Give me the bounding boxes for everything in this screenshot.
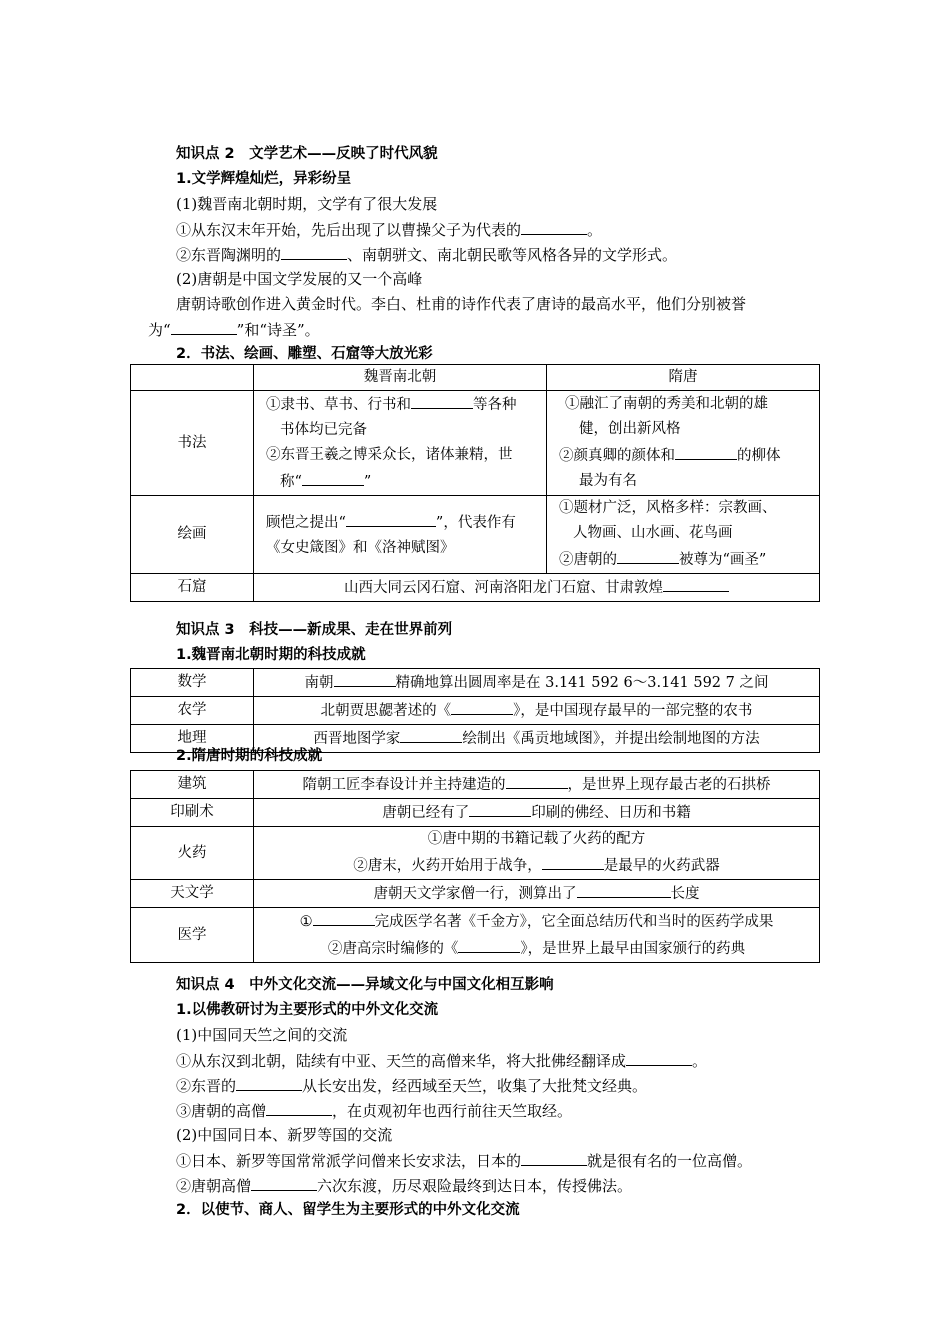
text: ，是世界上现存最古老的石拱桥 [567, 777, 771, 793]
text: 唐朝天文学家僧一行，测算出了 [373, 886, 577, 902]
header-wei-jin: 魏晋南北朝 [254, 365, 547, 391]
text: 、南朝骈文、南北朝民歌等风格各异的文学形式。 [347, 246, 678, 264]
table-row [131, 799, 820, 827]
cell-line: 最为有名 [579, 473, 637, 489]
text: ②唐朝的 [559, 552, 617, 568]
kp2-title: 知识点 2 文学艺术——反映了时代风貌 [176, 146, 438, 162]
fill-blank [521, 1148, 587, 1166]
kp3-subtitle-1: 1.魏晋南北朝时期的科技成就 [176, 647, 366, 663]
table-row [131, 771, 820, 799]
kp4-para-4 [130, 1098, 820, 1123]
text: 顾恺之提出“ [266, 514, 346, 531]
text: 被尊为“画圣” [679, 552, 767, 568]
table-row [131, 496, 820, 574]
cell-line: ①融汇了南朝的秀美和北朝的雄 [565, 396, 768, 412]
fill-blank [236, 1073, 302, 1091]
table-cell [254, 827, 820, 880]
text: ③唐朝的高僧 [176, 1102, 267, 1120]
fill-blank [451, 697, 513, 715]
cell-line [260, 852, 813, 879]
text: ”，代表作有 [435, 514, 516, 531]
cell-line: 书体均已完备 [280, 422, 367, 438]
cell-line [553, 546, 813, 573]
fill-blank [281, 242, 347, 260]
text: 印刷的佛经、日历和书籍 [531, 805, 691, 821]
text: 。 [587, 221, 603, 239]
text: 完成医学名著《千金方》，它全面总结历代和当时的医药学成果 [374, 914, 774, 930]
table-row [131, 391, 820, 496]
kp4-para-5: (2)中国同日本、新罗等国的交流 [176, 1126, 393, 1144]
text: 山西大同云冈石窟、河南洛阳龙门石窟、甘肃敦煌 [344, 580, 663, 596]
kp3-title: 知识点 3 科技——新成果、走在世界前列 [176, 622, 453, 638]
kp4-para-2 [130, 1048, 820, 1073]
row-label: 印刷术 [131, 799, 254, 827]
text: ①从东汉到北朝，陆续有中亚、天竺的高僧来华，将大批佛经翻译成 [176, 1052, 627, 1070]
row-label: 医学 [131, 908, 254, 963]
fill-blank [506, 771, 568, 789]
kp2-para-3 [130, 242, 820, 267]
row-label: 绘画 [131, 496, 254, 574]
kp4-subtitle-2: 2．以使节、商人、留学生为主要形式的中外文化交流 [176, 1202, 520, 1218]
text: 等各种 [473, 397, 517, 413]
table-header-row [131, 365, 820, 391]
fill-blank [302, 468, 364, 486]
fill-blank [675, 442, 737, 460]
text: 为“ [148, 321, 171, 339]
table-cell [254, 908, 820, 963]
cell-line [553, 442, 813, 469]
text: 六次东渡，历尽艰险最终到达日本，传授佛法。 [317, 1177, 633, 1195]
text: ②东晋陶渊明的 [176, 246, 282, 264]
art-table [130, 364, 820, 602]
fill-blank [334, 669, 396, 687]
section-kp3 [130, 618, 820, 668]
text: ” [363, 474, 372, 490]
kp4-para-1: (1)中国同天竺之间的交流 [176, 1026, 348, 1044]
text: 长度 [670, 886, 700, 902]
table-row [131, 574, 820, 602]
kp3-subtitle-2-block [130, 744, 820, 769]
text: 是最早的火药武器 [603, 858, 720, 874]
text: ①隶书、草书、行书和 [266, 397, 411, 413]
text: ②东晋的 [176, 1077, 237, 1095]
table-cell [254, 799, 820, 827]
text: 绘制出《禹贡地域图》，并提出绘制地图的方法 [462, 731, 760, 747]
cell-line: ①唐中期的书籍记载了火药的配方 [427, 831, 646, 847]
table-row [131, 908, 820, 963]
cell-line [260, 468, 540, 495]
text: 的柳体 [737, 448, 781, 464]
table-cell [131, 365, 254, 391]
text: ① [299, 914, 313, 930]
row-label: 建筑 [131, 771, 254, 799]
text: 精确地算出圆周率是在 3.141 592 6～3.141 592 7 之间 [395, 675, 769, 691]
text: ②唐朝高僧 [176, 1177, 252, 1195]
kp3-subtitle-2: 2.隋唐时期的科技成就 [176, 748, 323, 764]
row-label: 石窟 [131, 574, 254, 602]
text: 》，是中国现存最早的一部完整的农书 [513, 703, 753, 719]
fill-blank [266, 1098, 332, 1116]
fill-blank [411, 391, 473, 409]
text: ”和“诗圣”。 [236, 321, 320, 339]
text: ②唐末，火药开始用于战争， [353, 858, 542, 874]
cell-line: 人物画、山水画、花鸟画 [573, 525, 733, 541]
table-cell [547, 391, 820, 496]
cell-line [260, 908, 813, 935]
fill-blank [469, 799, 531, 817]
cell-line: ②东晋王羲之博采众长，诸体兼精，世 [266, 447, 513, 463]
table-row [131, 669, 820, 697]
kp4-title: 知识点 4 中外文化交流——异域文化与中国文化相互影响 [176, 977, 554, 993]
table-row [131, 880, 820, 908]
kp2-para-5: 唐朝诗歌创作进入黄金时代。李白、杜甫的诗作代表了唐诗的最高水平，他们分别被誉 [176, 295, 747, 313]
row-label: 农学 [131, 697, 254, 725]
text: 西晋地图学家 [313, 731, 401, 747]
kp4-subtitle-1: 1.以佛教研讨为主要形式的中外文化交流 [176, 1002, 439, 1018]
fill-blank [346, 509, 436, 527]
header-sui-tang: 隋唐 [547, 365, 820, 391]
text: ②唐高宗时编修的《 [327, 941, 459, 957]
tech-table-2 [130, 770, 820, 963]
fill-blank [577, 880, 671, 898]
text: ，在贞观初年也西行前往天竺取经。 [332, 1102, 573, 1120]
row-label: 天文学 [131, 880, 254, 908]
row-label: 火药 [131, 827, 254, 880]
table-cell [254, 697, 820, 725]
kp2-para-2 [130, 217, 820, 242]
text: 从长安出发，经西域至天竺，收集了大批梵文经典。 [302, 1077, 648, 1095]
kp2-subtitle-2: 2．书法、绘画、雕塑、石窟等大放光彩 [176, 346, 433, 362]
fill-blank [663, 574, 729, 592]
fill-blank [251, 1173, 317, 1191]
fill-blank [626, 1048, 692, 1066]
kp2-subtitle-1: 1.文学辉煌灿烂，异彩纷呈 [176, 171, 352, 187]
text: 称“ [280, 474, 302, 490]
text: 。 [692, 1052, 708, 1070]
text: 北朝贾思勰著述的《 [320, 703, 452, 719]
row-label: 书法 [131, 391, 254, 496]
kp4-para-7 [130, 1173, 820, 1198]
fill-blank [458, 935, 520, 953]
row-label: 地理 [131, 725, 254, 753]
table-row [131, 697, 820, 725]
fill-blank [313, 908, 375, 926]
text: ①日本、新罗等国常常派学问僧来长安求法，日本的 [176, 1152, 522, 1170]
kp2-para-1: (1)魏晋南北朝时期，文学有了很大发展 [176, 195, 438, 213]
table-cell [254, 496, 547, 574]
row-label: 数学 [131, 669, 254, 697]
cell-line: 《女史箴图》和《洛神赋图》 [266, 539, 455, 556]
fill-blank [400, 725, 462, 743]
cell-line: ①题材广泛，风格多样：宗教画、 [559, 500, 777, 516]
text: ①从东汉末年开始，先后出现了以曹操父子为代表的 [176, 221, 522, 239]
kp4-para-6 [130, 1148, 820, 1173]
fill-blank [617, 546, 679, 564]
table-cell [254, 771, 820, 799]
table-cell [254, 669, 820, 697]
kp2-para-6 [130, 317, 820, 342]
text: 唐朝已经有了 [382, 805, 470, 821]
fill-blank [521, 217, 587, 235]
text: 就是很有名的一位高僧。 [587, 1152, 753, 1170]
text: 隋朝工匠李春设计并主持建造的 [302, 777, 506, 793]
section-kp2 [130, 142, 820, 367]
text: 南朝 [304, 675, 334, 691]
cell-line [260, 935, 813, 962]
kp4-para-3 [130, 1073, 820, 1098]
fill-blank [542, 852, 604, 870]
tech-table-1 [130, 668, 820, 753]
text: ②颜真卿的颜体和 [559, 448, 675, 464]
fill-blank [171, 317, 237, 335]
cell-line [260, 391, 540, 418]
table-row [131, 827, 820, 880]
table-cell [254, 574, 820, 602]
table-cell [547, 496, 820, 574]
table-cell [254, 391, 547, 496]
kp2-para-4: (2)唐朝是中国文学发展的又一个高峰 [176, 270, 423, 288]
text: 》，是世界上最早由国家颁行的药典 [520, 941, 746, 957]
cell-line: 健，创出新风格 [579, 421, 681, 437]
table-cell [254, 880, 820, 908]
cell-line [260, 509, 540, 536]
section-kp4 [130, 973, 820, 1223]
